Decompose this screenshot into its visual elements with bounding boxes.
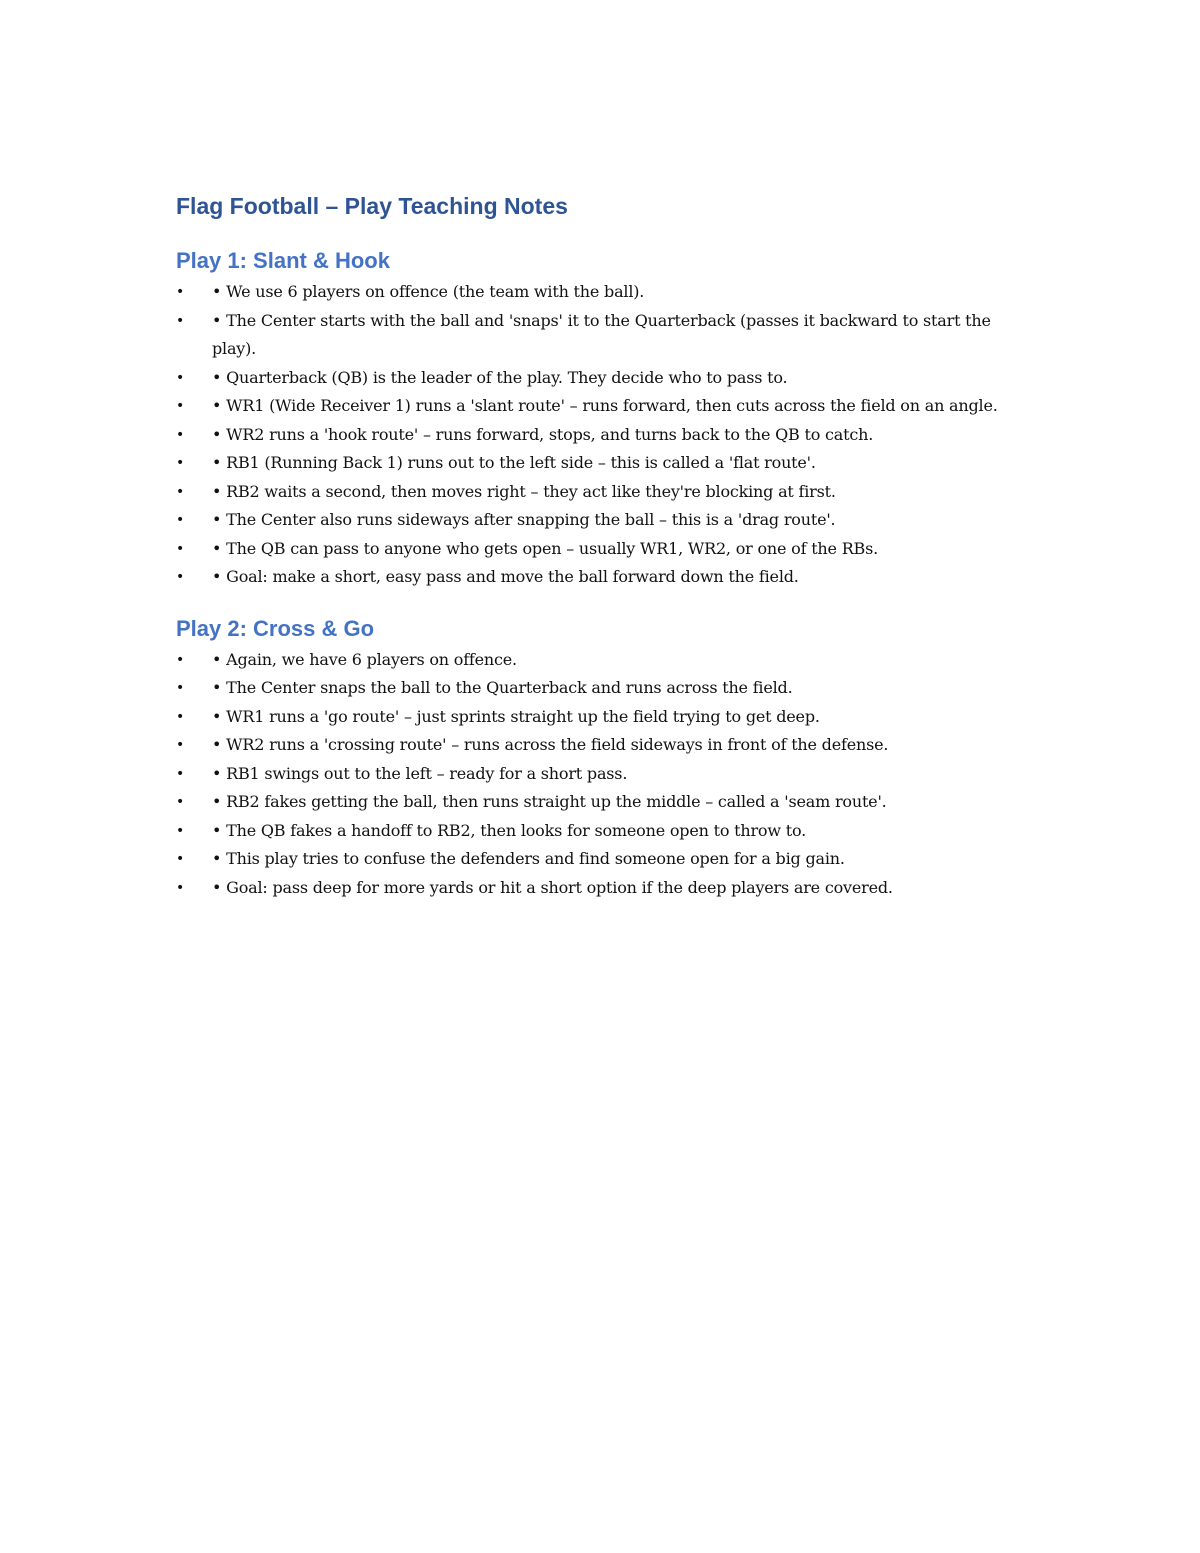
list-item: [176, 307, 1036, 364]
play-1-list: [176, 278, 1036, 592]
list-item-text: • Goal: make a short, easy pass and move the ball forward down the field.: [212, 567, 799, 586]
list-item-text: • Again, we have 6 players on offence.: [212, 649, 517, 669]
list-item: [176, 646, 1036, 675]
list-item: [176, 760, 1036, 789]
bullet-icon: •: [176, 540, 185, 557]
bullet-icon: •: [176, 680, 185, 696]
bullet-icon: •: [176, 651, 185, 668]
bullet-icon: •: [176, 765, 185, 782]
list-item-text: • The Center starts with the ball and 'snaps' it to the Quarterback (passes it backward to start the play).: [212, 310, 991, 358]
list-item-text: • This play tries to confuse the defenders and find someone open for a big gain.: [212, 849, 845, 868]
list-item: [176, 874, 1036, 903]
bullet-icon: •: [176, 369, 185, 386]
bullet-icon: •: [176, 851, 185, 867]
list-item: [176, 506, 1036, 535]
bullet-icon: •: [176, 708, 185, 725]
list-item-text: • WR1 runs a 'go route' – just sprints straight up the field trying to get deep.: [212, 706, 820, 726]
list-item: [176, 535, 1036, 564]
bullet-icon: •: [176, 398, 185, 414]
list-item: [176, 674, 1036, 703]
list-item: [176, 845, 1036, 874]
list-item: [176, 364, 1036, 393]
list-item-text: • Quarterback (QB) is the leader of the play. They decide who to pass to.: [212, 367, 788, 387]
play-2-heading: Play 2: Cross & Go: [176, 615, 375, 641]
list-item: [176, 563, 1036, 592]
list-item: [176, 392, 1036, 421]
list-item-text: • WR2 runs a 'hook route' – runs forward, stops, and turns back to the QB to catch.: [212, 424, 874, 444]
list-item-text: • The Center also runs sideways after snapping the ball – this is a 'drag route'.: [212, 510, 836, 529]
play-2-list: [176, 646, 1036, 903]
bullet-icon: •: [176, 426, 185, 443]
list-item-text: • The Center snaps the ball to the Quarterback and runs across the field.: [212, 678, 793, 697]
list-item-text: • The QB can pass to anyone who gets open – usually WR1, WR2, or one of the RBs.: [212, 538, 878, 558]
list-item-text: • Goal: pass deep for more yards or hit a short option if the deep players are covered.: [212, 877, 893, 897]
list-item: [176, 478, 1036, 507]
document-title: Flag Football – Play Teaching Notes: [176, 193, 568, 219]
play-1-heading: Play 1: Slant & Hook: [176, 248, 390, 273]
list-item: [176, 731, 1036, 760]
bullet-icon: •: [176, 794, 185, 810]
list-item-text: • RB1 swings out to the left – ready for a short pass.: [212, 763, 628, 783]
bullet-icon: •: [176, 879, 185, 896]
list-item-text: • RB1 (Running Back 1) runs out to the left side – this is called a 'flat route'.: [212, 453, 816, 472]
list-item-text: • WR2 runs a 'crossing route' – runs across the field sideways in front of the defense.: [212, 735, 889, 754]
list-item: [176, 449, 1036, 478]
bullet-icon: •: [176, 312, 185, 329]
list-item-text: • WR1 (Wide Receiver 1) runs a 'slant route' – runs forward, then cuts across the field on an angle.: [212, 396, 998, 415]
bullet-icon: •: [176, 822, 185, 839]
list-item-text: • The QB fakes a handoff to RB2, then looks for someone open to throw to.: [212, 820, 807, 840]
list-item-text: • RB2 waits a second, then moves right – they act like they're blocking at first.: [212, 481, 836, 501]
bullet-icon: •: [176, 569, 185, 585]
list-item: [176, 421, 1036, 450]
bullet-icon: •: [176, 455, 185, 471]
bullet-icon: •: [176, 512, 185, 528]
list-item: [176, 703, 1036, 732]
document-page: [176, 190, 1036, 902]
list-item: [176, 817, 1036, 846]
list-item-text: • We use 6 players on offence (the team with the ball).: [212, 282, 645, 301]
bullet-icon: •: [176, 737, 185, 753]
bullet-icon: •: [176, 284, 185, 300]
list-item: [176, 278, 1036, 307]
bullet-icon: •: [176, 483, 185, 500]
list-item-text: • RB2 fakes getting the ball, then runs straight up the middle – called a 'seam route'.: [212, 792, 887, 811]
list-item: [176, 788, 1036, 817]
